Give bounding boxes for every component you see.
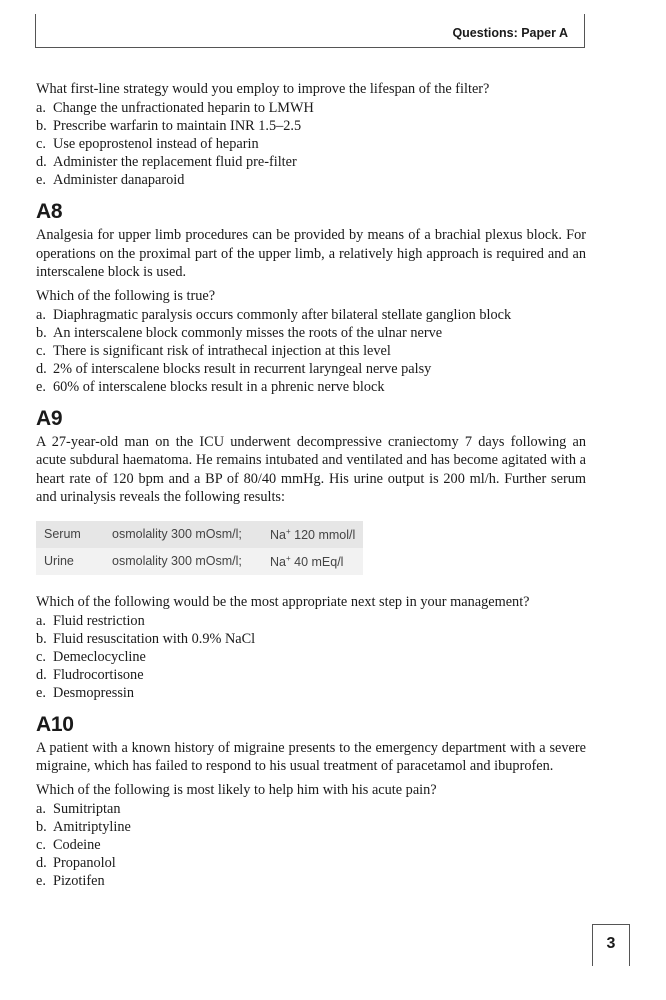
option-item [36,306,586,324]
sodium-label: Na [270,554,286,569]
option-letter: b. [36,118,47,135]
option-text: 60% of interscalene blocks result in a phrenic nerve block [53,379,385,396]
question-heading-a8: A8 [36,200,63,224]
option-item [36,872,586,890]
page-content [36,80,586,890]
option-letter: e. [36,379,46,396]
option-text: Change the unfractionated heparin to LMWH [53,100,314,117]
option-letter: b. [36,631,47,648]
a9-options [36,612,586,702]
option-letter: b. [36,819,47,836]
option-letter: c. [36,837,46,854]
option-item [36,171,586,189]
page-number: 3 [606,935,616,952]
option-text: Administer the replacement fluid pre-filter [53,154,297,171]
osmolality-cell: osmolality 300 mOsm/l; [104,521,262,548]
sodium-cell [262,548,363,575]
option-text: Fluid restriction [53,613,145,630]
a10-question: Which of the following is most likely to help him with his acute pain? [36,781,437,798]
option-text: There is significant risk of intrathecal injection at this level [53,343,391,360]
option-letter: a. [36,613,46,630]
option-item [36,153,586,171]
option-text: Pizotifen [53,873,105,890]
option-text: Use epoprostenol instead of heparin [53,136,259,153]
a8-question: Which of the following is true? [36,287,216,304]
option-item [36,99,586,117]
option-item [36,666,586,684]
option-letter: a. [36,307,46,324]
charge-sup: + [285,526,291,536]
option-text: Codeine [53,837,101,854]
sample-cell: Serum [36,521,104,548]
charge-sup: + [285,553,291,563]
option-letter: b. [36,325,47,342]
option-item [36,360,586,378]
a7-options [36,99,586,189]
option-text: Fluid resuscitation with 0.9% NaCl [53,631,256,648]
option-item [36,342,586,360]
option-letter: c. [36,343,46,360]
sodium-label: Na [270,527,286,542]
sodium-value: 120 mmol/l [290,527,356,542]
a10-intro: A patient with a known history of migraine presents to the emergency department with a severe migraine, which has failed to respond to his usual treatment of paracetamol and ibuprofen. [36,740,586,775]
running-header [35,14,585,48]
a8-options [36,306,586,396]
option-item [36,117,586,135]
option-text: Administer danaparoid [53,172,185,189]
table-row [36,548,363,575]
option-item [36,630,586,648]
option-text: Sumitriptan [53,801,121,818]
option-letter: d. [36,154,47,171]
lab-results-table [36,521,363,575]
a10-options [36,800,586,890]
option-item [36,818,586,836]
option-letter: d. [36,855,47,872]
option-text: Fludrocortisone [53,667,144,684]
option-item [36,612,586,630]
a8-intro: Analgesia for upper limb procedures can be provided by means of a brachial plexus block. For operations on the proximal part of the upper limb, a relatively high approach is required and an interscalene block is used. [36,227,586,281]
sodium-value: 40 mEq/l [290,554,344,569]
a9-intro: A 27-year-old man on the ICU underwent decompressive craniectomy 7 days following an acute subdural haematoma. He remains intubated and ventilated and has become agitated with a heart rate of 120 bpm and a BP of 80/40 mmHg. His urine output is 200 ml/h. Further serum and urinalysis reveals the following results: [36,434,586,506]
option-text: Amitriptyline [53,819,131,836]
header-title: Questions: Paper A [452,26,568,40]
a9-question: Which of the following would be the most appropriate next step in your management? [36,593,530,610]
option-letter: e. [36,873,46,890]
table-row [36,521,363,548]
option-letter: a. [36,801,46,818]
option-letter: a. [36,100,46,117]
sample-cell: Urine [36,548,104,575]
option-letter: e. [36,172,46,189]
option-item [36,135,586,153]
option-item [36,800,586,818]
option-letter: d. [36,667,47,684]
option-letter: c. [36,136,46,153]
option-text: 2% of interscalene blocks result in recurrent laryngeal nerve palsy [53,361,432,378]
option-letter: e. [36,685,46,702]
option-text: An interscalene block commonly misses the roots of the ulnar nerve [53,325,443,342]
sodium-cell [262,521,363,548]
page-number-box [592,924,630,966]
option-item [36,378,586,396]
option-letter: d. [36,361,47,378]
option-text: Demeclocycline [53,649,146,666]
osmolality-cell: osmolality 300 mOsm/l; [104,548,262,575]
option-item [36,648,586,666]
option-text: Diaphragmatic paralysis occurs commonly after bilateral stellate ganglion block [53,307,512,324]
option-text: Desmopressin [53,685,135,702]
option-item [36,324,586,342]
a7-question: What first-line strategy would you employ to improve the lifespan of the filter? [36,81,490,97]
question-heading-a10: A10 [36,713,74,737]
option-item [36,684,586,702]
question-heading-a9: A9 [36,407,63,431]
option-item [36,836,586,854]
option-text: Prescribe warfarin to maintain INR 1.5–2.5 [53,118,302,135]
option-letter: c. [36,649,46,666]
option-item [36,854,586,872]
option-text: Propanolol [53,855,116,872]
